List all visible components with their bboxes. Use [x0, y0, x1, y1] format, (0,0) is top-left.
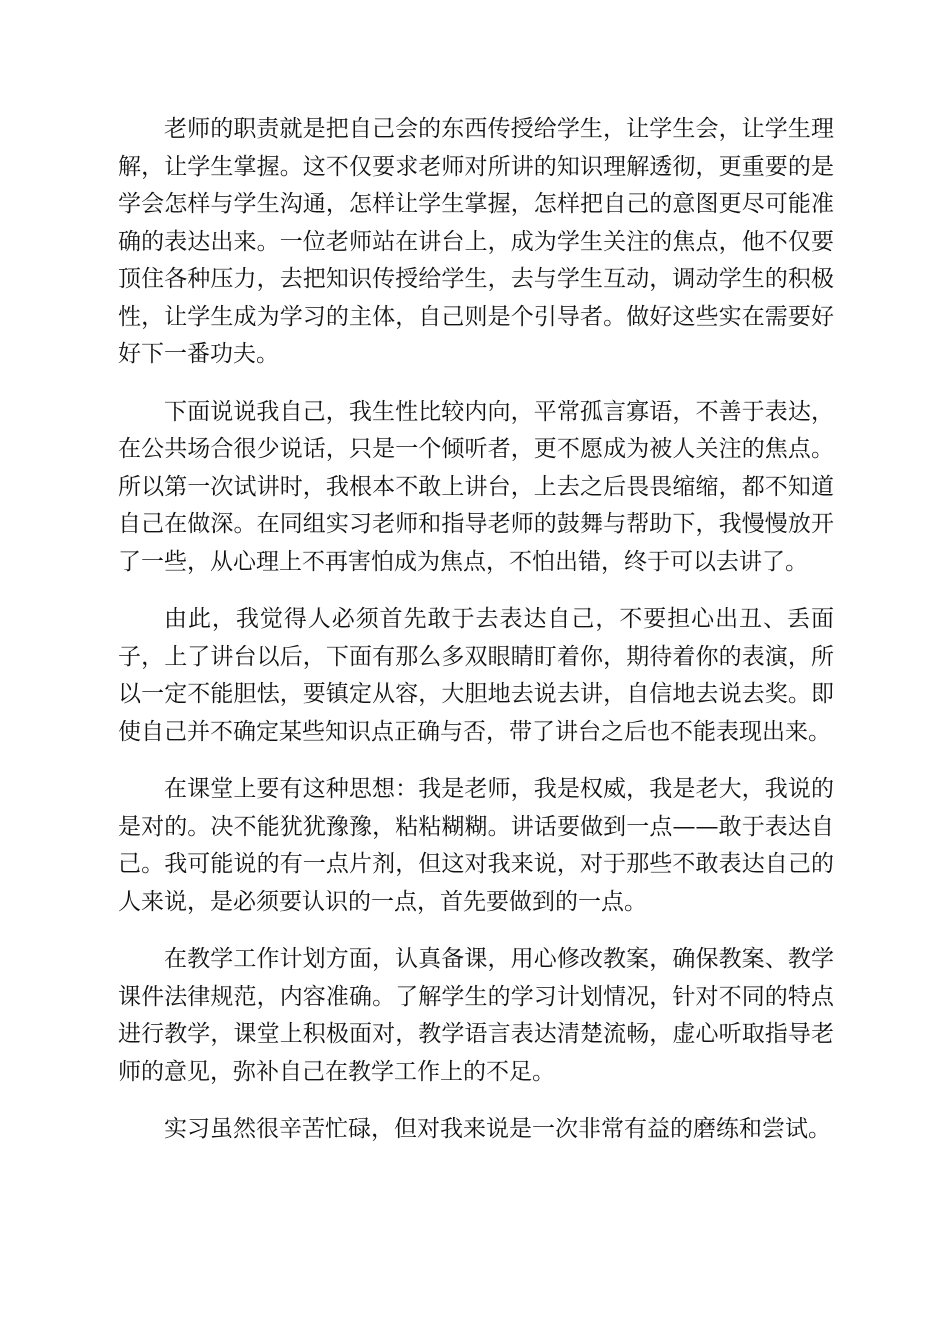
- document-body: [118, 111, 834, 1169]
- paragraph: 由此，我觉得人必须首先敢于去表达自己，不要担心出丑、丢面子，上了讲台以后，下面有那么多双眼睛盯着你，期待着你的表演，所以一定不能胆怯，要镇定从容，大胆地去说去讲，自信地去说去奖。即使自己并不确定某些知识点正确与否，带了讲台之后也不能表现出来。: [118, 606, 834, 745]
- paragraph: 下面说说我自己，我生性比较内向，平常孤言寡语，不善于表达，在公共场合很少说话，只是一个倾听者，更不愿成为被人关注的焦点。所以第一次试讲时，我根本不敢上讲台，上去之后畏畏缩缩，都不知道自己在做深。在同组实习老师和指导老师的鼓舞与帮助下，我慢慢放开了一些，从心理上不再害怕成为焦点，不怕出错，终于可以去讲了。: [118, 398, 834, 575]
- paragraph: 在教学工作计划方面，认真备课，用心修改教案，确保教案、教学课件法律规范，内容准确。了解学生的学习计划情况，针对不同的特点进行教学，课堂上积极面对，教学语言表达清楚流畅，虚心听取指导老师的意见，弥补自己在教学工作上的不足。: [118, 946, 834, 1085]
- paragraph: 实习虽然很辛苦忙碌，但对我来说是一次非常有益的磨练和尝试。: [164, 1116, 831, 1142]
- paragraph: 在课堂上要有这种思想：我是老师，我是权威，我是老大，我说的是对的。决不能犹犹豫豫，粘粘糊糊。讲话要做到一点——敢于表达自己。我可能说的有一点片剂，但这对我来说，对于那些不敢表达自己的人来说，是必须要认识的一点，首先要做到的一点。: [118, 776, 834, 915]
- paragraph: 老师的职责就是把自己会的东西传授给学生，让学生会，让学生理解，让学生掌握。这不仅要求老师对所讲的知识理解透彻，更重要的是学会怎样与学生沟通，怎样让学生掌握，怎样把自己的意图更尽可能准确的表达出来。一位老师站在讲台上，成为学生关注的焦点，他不仅要顶住各种压力，去把知识传授给学生，去与学生互动，调动学生的积极性，让学生成为学习的主体，自己则是个引导者。做好这些实在需要好好下一番功夫。: [118, 116, 834, 367]
